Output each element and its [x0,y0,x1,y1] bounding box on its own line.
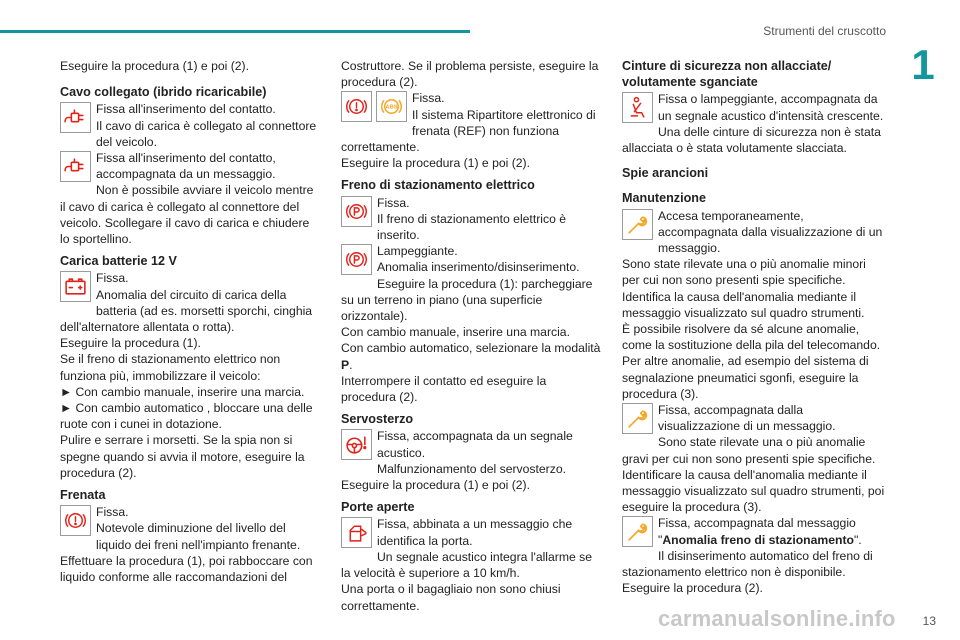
frenata-line2: Notevole diminuzione del livello del liquido dei freni nell'impianto frenante. [96,521,301,552]
quote-close: ". [853,532,862,547]
freno-p2: Con cambio manuale, inserire una marcia. [341,325,570,340]
manut-c-p2: Eseguire la procedura (2). [622,581,763,596]
cavo-b-line1: Fissa all'inserimento del contatto, [96,151,276,166]
frenata-line1: Fissa. [96,505,129,520]
manut-b-p1: Sono state rilevate una o più anomalie gravi per cui non sono presenti spie specifiche. [622,435,876,466]
cavo-a-line2: Il cavo di carica è collegato al connettore del veicolo. [96,118,317,149]
column-1 [60,58,322,585]
manut-b-p2: Identificare la causa dell'anomalia mediante il messaggio visualizzato sul quadro strumenti, poi eseguire la procedura (3). [622,467,885,515]
batteria-p2: Se il freno di stazionamento elettrico non funziona più, immobilizzare il veicolo: [60,352,281,383]
manut-b-line1: Fissa, accompagnata dalla [658,403,803,418]
manut-b-line2: visualizzazione di un messaggio. [658,419,836,434]
porte-line2: identifica la porta. [377,533,473,548]
freno-p3-text: Con cambio automatico, selezionare la modalità [341,341,601,356]
battery-icon [60,271,91,302]
brake-warning-icon [60,505,91,536]
servo-p2: Eseguire la procedura (1) e poi (2). [341,478,531,493]
frenata-continued: Costruttore. Se il problema persiste, eseguire la procedura (2). [341,59,599,90]
batteria-line1: Fissa. [96,271,129,286]
batteria-bullet2: ► Con cambio automatico , bloccare una delle ruote con i cunei in dotazione. [60,401,313,432]
porte-p1: Un segnale acustico integra l'allarme se la velocità è superiore a 10 km/h. [341,549,593,581]
freno-p4: Interrompere il contatto ed eseguire la procedura (2). [341,373,547,405]
freno-p1: Eseguire la procedura (1): parcheggiare su un terreno in piano (una superficie orizzontale). [341,276,593,324]
frenata-p1: Effettuare la procedura (1), poi rabboccare con liquido conforme alle raccomandazioni del [60,553,313,585]
section-heading-frenata: Frenata [60,488,106,503]
cavo-b-text: Non è possibile avviare il veicolo mentre il cavo di carica è collegato al connettore del veicolo. Scollegare il cavo di carica e chiudere lo sportellino. [60,183,314,247]
page-number: 13 [922,614,936,628]
section-heading-spie-arancioni: Spie arancioni [622,166,709,181]
manut-c-line2 [622,532,885,548]
freno-p3-mode: P [341,357,350,372]
cavo-a-line1: Fissa all'inserimento del contatto. [96,102,276,117]
chapter-number: 1 [911,41,935,88]
freno-a-line1: Fissa. [377,195,410,210]
manut-a-p2: Identifica la causa dell'anomalia mediante il messaggio visualizzato sul quadro strumenti. [622,289,865,320]
porte-line1: Fissa, abbinata a un messaggio che [377,517,573,532]
batteria-bullet1: ► Con cambio manuale, inserire una marcia. [60,384,305,399]
door-open-icon [341,517,372,548]
manut-a-p1: Sono state rilevate una o più anomalie minori per cui non sono presenti spie specifiche. [622,257,866,288]
plug-cable-icon [60,102,91,133]
cinture-line2: un segnale acustico d'intensità crescente. [658,108,884,123]
cavo-b-line2: accompagnata da un messaggio. [96,167,276,182]
intro-text: Eseguire la procedura (1) e poi (2). [60,59,250,73]
column-2 [341,58,604,614]
plug-cable-icon [60,151,91,182]
freno-p3 [341,340,604,372]
wrench-icon [622,516,653,547]
brake-warning-icon [341,91,372,122]
batteria-p3: Pulire e serrare i morsetti. Se la spia non si spegne quando si avvia il motore, eseguire la procedura (2). [60,433,305,480]
section-heading-freno: Freno di stazionamento elettrico [341,178,535,193]
porte-p2: Una porta o il bagagliaio non sono chiusi correttamente. [341,582,561,613]
seatbelt-icon [622,92,653,123]
section-heading-porte: Porte aperte [341,500,415,515]
column-3 [622,58,885,597]
manut-c-p1: Il disinserimento automatico del freno di stazionamento elettrico non è disponibile. [622,548,873,580]
freno-p3-end: . [349,357,353,372]
parking-brake-icon [341,244,372,275]
cinture-line1: Fissa o lampeggiante, accompagnata da [658,92,878,107]
freno-a-line2: Il freno di stazionamento elettrico è inserito. [377,211,567,243]
freno-b-line1: Lampeggiante. [377,244,458,259]
manut-c-line1: Fissa, accompagnata dal messaggio [658,516,856,531]
cinture-p1: Una delle cinture di sicurezza non è stata allacciata o è stata volutamente slacciata. [622,124,881,156]
manut-a-p4: Per altre anomalie, ad esempio del sistema di segnalazione pneumatici sgonfi, eseguire la procedura (3). [622,354,869,401]
ref-line1: Fissa. [412,91,445,106]
wrench-icon [622,403,653,434]
svg-text:ABS: ABS [385,104,398,111]
header-accent-bar [0,30,470,33]
ref-line2: Il sistema Ripartitore elettronico di frenata (REF) non funziona correttamente. [341,107,596,155]
section-heading-manutenzione: Manutenzione [622,191,706,206]
manut-a-p3: È possibile risolvere da sé alcune anomalie, come la sostituzione della pila del telecomando. [622,322,881,353]
freno-b-line2: Anomalia inserimento/disinserimento. [377,260,580,275]
servo-p1: Malfunzionamento del servosterzo. [377,461,567,476]
batteria-line2: Anomalia del circuito di carica della batteria (ad es. morsetti sporchi, cinghia dell'alternatore allentata o rotta). [60,287,313,335]
brake-abs-icon [376,91,407,122]
manut-a-line1: Accesa temporaneamente, [658,208,804,223]
section-heading-cinture: Cinture di sicurezza non allacciate/ volutamente sganciate [622,59,832,90]
servo-line1: Fissa, accompagnata da un segnale [377,429,573,444]
section-heading-servo: Servosterzo [341,412,414,427]
manut-c-message: Anomalia freno di stazionamento [662,532,854,547]
ref-p1: Eseguire la procedura (1) e poi (2). [341,156,531,171]
manut-a-line2: accompagnata dalla visualizzazione di un messaggio. [658,224,883,256]
parking-brake-icon [341,196,372,227]
servo-line2: acustico. [377,445,426,460]
batteria-p1: Eseguire la procedura (1). [60,336,201,351]
section-heading-cavo: Cavo collegato (ibrido ricaricabile) [60,85,267,100]
watermark: carmanualsonline.info [658,606,896,631]
quote-open: " [658,532,663,547]
section-title: Strumenti del cruscotto [763,24,886,38]
section-heading-batteria: Carica batterie 12 V [60,254,177,269]
wrench-icon [622,209,653,240]
steering-warning-icon [341,429,372,460]
